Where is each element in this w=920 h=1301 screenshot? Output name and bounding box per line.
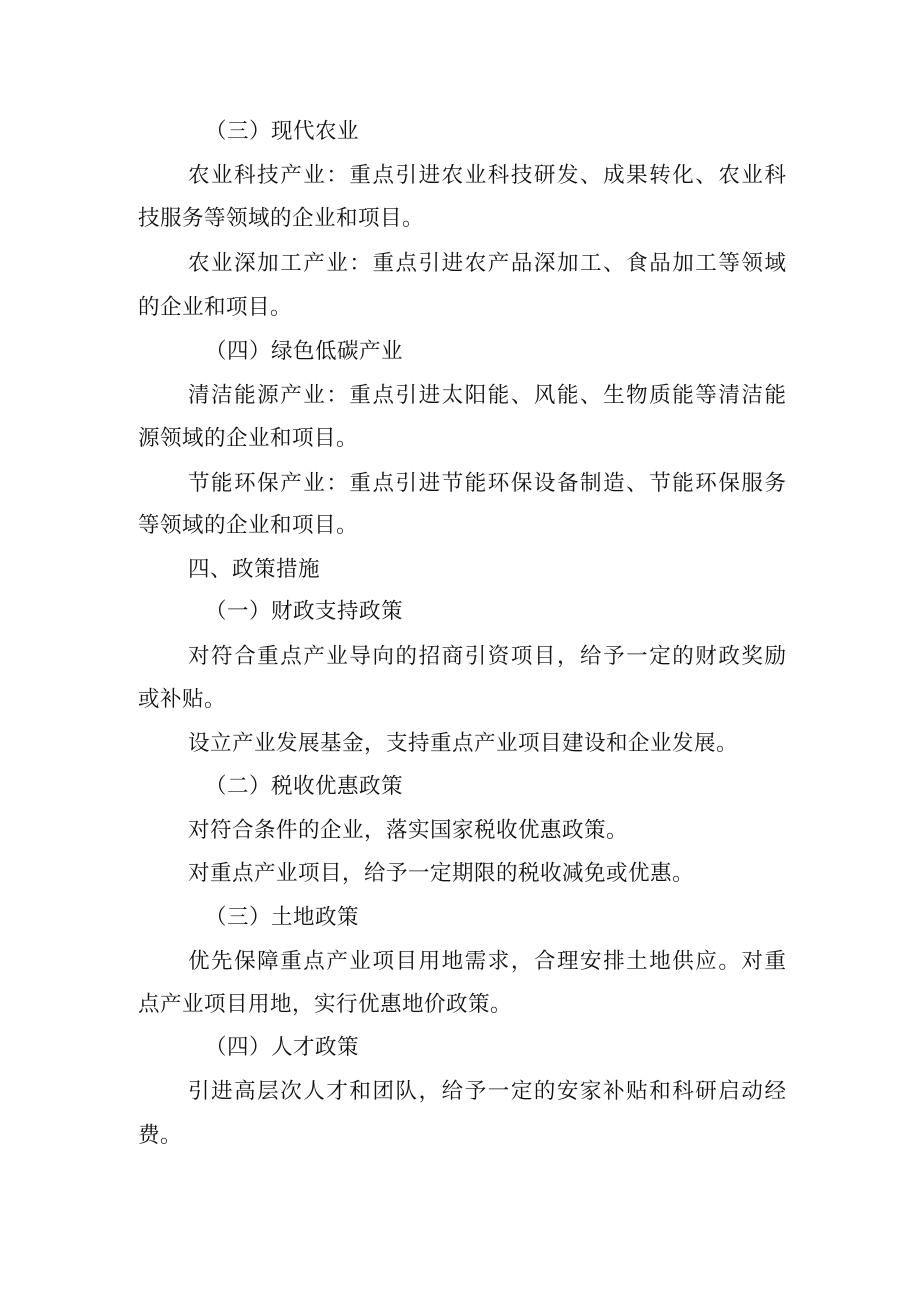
section-heading-fiscal-support: （一）财政支持政策 bbox=[205, 599, 404, 624]
section-heading-talent-policy: （四）人才政策 bbox=[205, 1035, 360, 1060]
paragraph-line: 或补贴。 bbox=[138, 687, 227, 712]
paragraph-line: 等领域的企业和项目。 bbox=[138, 513, 359, 538]
paragraph-line: 设立产业发展基金，支持重点产业项目建设和企业发展。 bbox=[188, 731, 739, 756]
paragraph-line: 农业科技产业：重点引进农业科技研发、成果转化、农业科 bbox=[188, 163, 786, 188]
paragraph-line: 清洁能源产业：重点引进太阳能、风能、生物质能等清洁能 bbox=[188, 383, 786, 408]
section-heading-tax-preferences: （二）税收优惠政策 bbox=[205, 774, 404, 799]
paragraph-line: 的企业和项目。 bbox=[138, 295, 293, 320]
paragraph-line: 优先保障重点产业项目用地需求，合理安排土地供应。对重 bbox=[188, 949, 786, 974]
paragraph-line: 对符合条件的企业，落实国家税收优惠政策。 bbox=[188, 818, 629, 843]
paragraph-line: 费。 bbox=[138, 1123, 183, 1148]
paragraph-line: 农业深加工产业：重点引进农产品深加工、食品加工等领域 bbox=[188, 251, 786, 276]
paragraph-line: 节能环保产业：重点引进节能环保设备制造、节能环保服务 bbox=[188, 471, 786, 496]
paragraph-line: 源领域的企业和项目。 bbox=[138, 426, 359, 451]
section-heading-land-policy: （三）土地政策 bbox=[205, 905, 360, 930]
chapter-heading-policy-measures: 四、政策措施 bbox=[188, 557, 321, 582]
paragraph-line: 点产业项目用地，实行优惠地价政策。 bbox=[138, 992, 513, 1017]
section-heading-green-low-carbon: （四）绿色低碳产业 bbox=[205, 339, 404, 364]
paragraph-line: 引进高层次人才和团队，给予一定的安家补贴和科研启动经 bbox=[188, 1079, 786, 1104]
paragraph-line: 对符合重点产业导向的招商引资项目，给予一定的财政奖励 bbox=[188, 644, 786, 669]
paragraph-line: 对重点产业项目，给予一定期限的税收减免或优惠。 bbox=[188, 861, 695, 886]
paragraph-line: 技服务等领域的企业和项目。 bbox=[138, 206, 425, 231]
section-heading-modern-agriculture: （三）现代农业 bbox=[205, 119, 360, 144]
